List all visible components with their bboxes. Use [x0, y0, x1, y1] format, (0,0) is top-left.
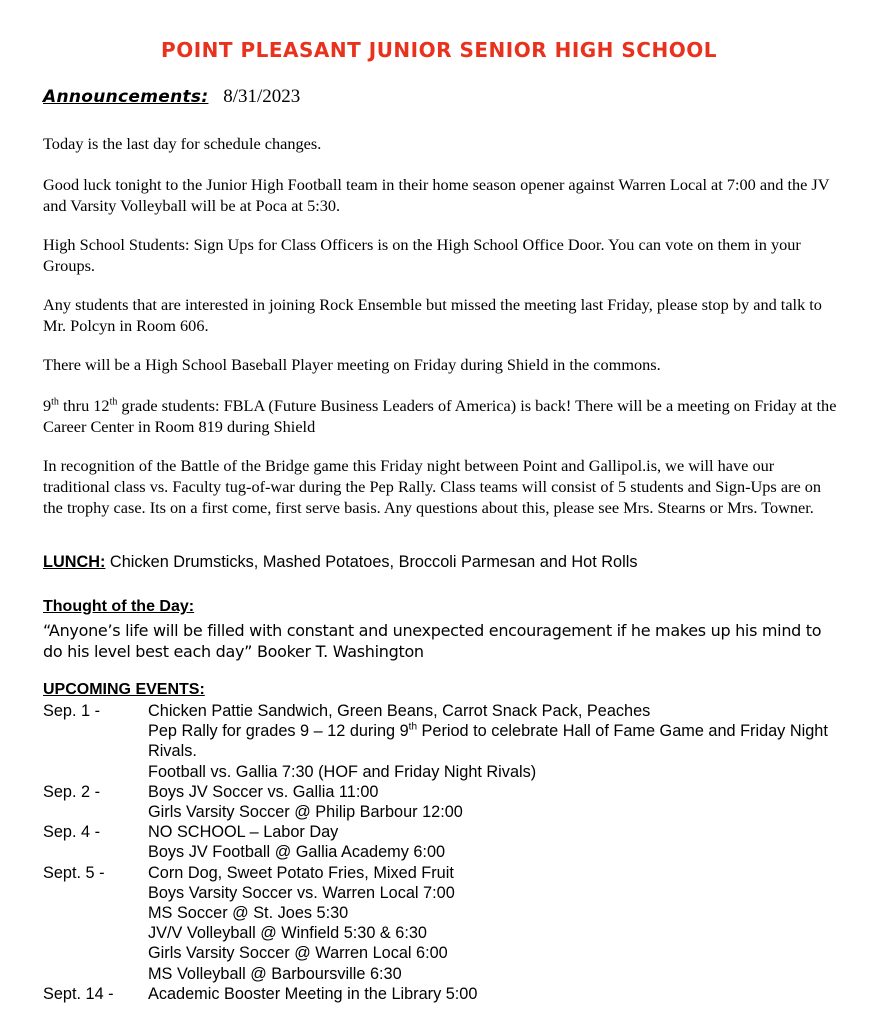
event-text: Pep Rally for grades 9 – 12 during 9: [148, 722, 409, 741]
announcements-date: 8/31/2023: [223, 86, 301, 107]
ordinal-suffix: th: [408, 721, 418, 733]
announcement-paragraph: Good luck tonight to the Junior High Football team in their home season opener against Warren Local at 7:00 and the JV and Varsity Volleyball will be at Poca at 5:30.: [43, 175, 830, 215]
grade-start: 9: [43, 396, 52, 415]
lunch-label: LUNCH:: [43, 553, 106, 571]
event-item: Corn Dog, Sweet Potato Fries, Mixed Fruit: [148, 863, 454, 882]
thought-heading: Thought of the Day:: [43, 598, 195, 615]
events-heading: UPCOMING EVENTS:: [43, 681, 205, 698]
announcements-label: Announcements:: [43, 87, 209, 107]
grade-range-text: thru 12: [58, 396, 110, 415]
ordinal-suffix: th: [109, 396, 118, 408]
event-item: Academic Booster Meeting in the Library 5:00: [148, 984, 478, 1003]
announcement-paragraph: Today is the last day for schedule changes.: [43, 134, 322, 153]
event-date: Sep. 1 -: [43, 702, 101, 720]
ordinal-suffix: th: [51, 396, 59, 408]
announcement-paragraph: Any students that are interested in joining Rock Ensemble but missed the meeting last Friday, please stop by and talk to Mr. Polcyn in Room 606.: [43, 295, 822, 335]
page-title: POINT PLEASANT JUNIOR SENIOR HIGH SCHOOL: [161, 38, 717, 62]
event-row: [43, 984, 843, 1004]
lunch-line: [43, 553, 843, 572]
event-items: [148, 701, 843, 782]
event-item: Boys Varsity Soccer vs. Warren Local 7:00: [148, 883, 455, 902]
event-item: Football vs. Gallia 7:30 (HOF and Friday Night Rivals): [148, 762, 537, 781]
event-item: [148, 721, 843, 761]
event-items: [148, 782, 843, 822]
announcement-paragraph: [43, 395, 843, 437]
event-items: [148, 984, 843, 1004]
event-date: Sep. 4 -: [43, 823, 101, 842]
event-row: [43, 863, 843, 984]
announcement-paragraph: High School Students: Sign Ups for Class Officers is on the High School Office Door. You can vote on them in your Groups.: [43, 235, 801, 275]
event-item: Boys JV Football @ Gallia Academy 6:00: [148, 843, 446, 862]
thought-quote: “Anyone’s life will be filled with constant and unexpected encouragement if he makes up his mind to do his level best each day” Booker T. Washington: [43, 621, 822, 661]
event-item: JV/V Volleyball @ Winfield 5:30 & 6:30: [148, 924, 427, 943]
event-items: [148, 863, 843, 984]
event-date: Sep. 2 -: [43, 782, 101, 801]
event-row: [43, 701, 843, 782]
event-date: Sept. 5 -: [43, 863, 105, 882]
event-item: MS Soccer @ St. Joes 5:30: [148, 904, 349, 923]
event-item: NO SCHOOL – Labor Day: [148, 823, 339, 842]
event-text: Period to celebrate Hall of Fame Game and Friday Night Rivals.: [148, 722, 828, 761]
event-item: Girls Varsity Soccer @ Philip Barbour 12:00: [148, 803, 463, 822]
announcements-header: [43, 86, 300, 108]
announcement-paragraph: In recognition of the Battle of the Bridge game this Friday night between Point and Gallipol.is, we will have our traditional class vs. Faculty tug-of-war during the Pep Rally. Class teams will consist of 5 students and Sign-Ups are on the trophy case. Its on a first come, first serve basis. Any questions about this, please see Mrs. Stearns or Mrs. Towner.: [43, 456, 822, 517]
event-date: Sept. 14 -: [43, 984, 114, 1003]
lunch-menu: Chicken Drumsticks, Mashed Potatoes, Broccoli Parmesan and Hot Rolls: [105, 553, 638, 571]
event-item: MS Volleyball @ Barboursville 6:30: [148, 964, 402, 983]
event-item: Boys JV Soccer vs. Gallia 11:00: [148, 782, 379, 801]
events-list: [43, 701, 843, 1004]
event-item: Chicken Pattie Sandwich, Green Beans, Carrot Snack Pack, Peaches: [148, 702, 651, 720]
event-row: [43, 782, 843, 822]
event-row: [43, 822, 843, 862]
event-item: Girls Varsity Soccer @ Warren Local 6:00: [148, 944, 448, 963]
announcement-paragraph: There will be a High School Baseball Player meeting on Friday during Shield in the commons.: [43, 355, 661, 374]
event-items: [148, 822, 843, 862]
fbla-text: grade students: FBLA (Future Business Leaders of America) is back! There will be a meeting on Friday at the Career Center in Room 819 during Shield: [43, 396, 837, 436]
